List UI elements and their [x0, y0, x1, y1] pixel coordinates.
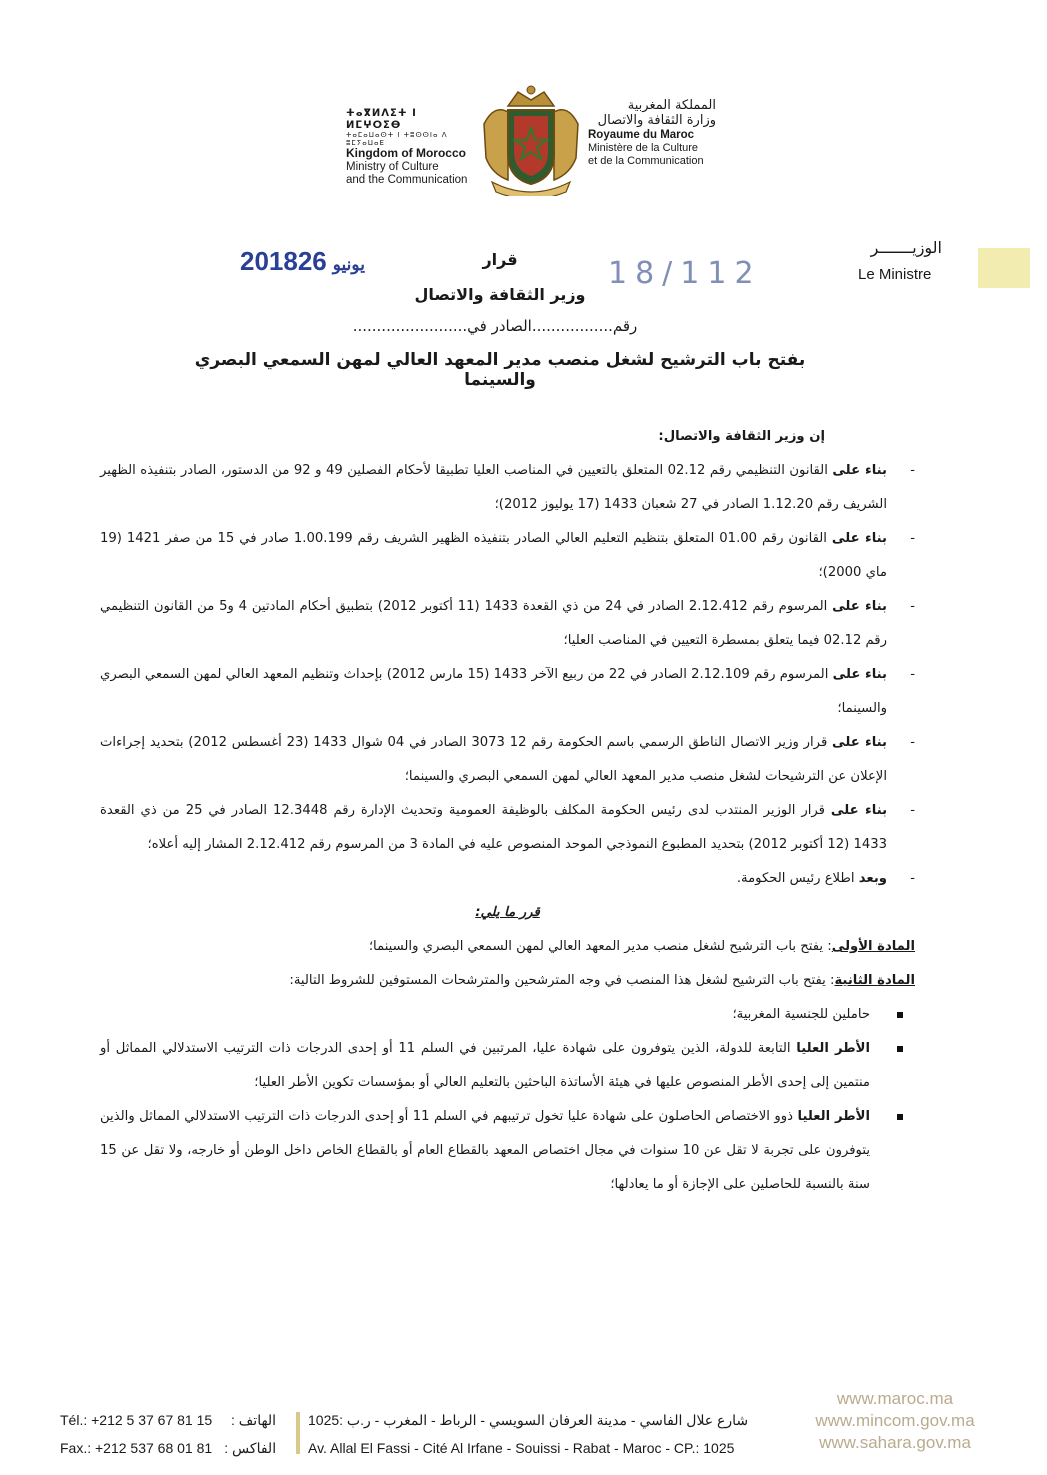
bullet-text: التابعة للدولة، الذين يتوفرون على شهادة عليا، المرتبين في السلم 11 أو إحدى الدرجات ذات الترتيب الاستدلالي المماثل أو منتمين إلى إحدى الأطر المنصوص عليها في هيئة الأساتذة الباحثين بالتعليم العالي أو بمؤسسات تكوين الأطر العليا؛ [100, 1041, 870, 1090]
minister-fr-label: Le Ministre [858, 266, 932, 283]
royal-emblem-icon [478, 84, 584, 196]
item-text: القانون رقم 01.00 المتعلق بتنظيم التعليم العالي الصادر بتنفيذه الظهير الشريف رقم 1.00.199 صادر في 15 من صفر 1421 (19 ماي 2000)؛ [100, 531, 887, 580]
bullet-square-icon [897, 1012, 903, 1018]
considerant-item: - بناء على المرسوم رقم 2.12.109 الصادر في 22 من ربيع الآخر 1433 (15 مارس 2012) بإحداث وتنظيم المعهد العالي لمهن السمعي البصري والسينما؛ [100, 667, 915, 716]
condition-bullet [100, 998, 915, 1032]
article-2-label: المادة الثانية [834, 973, 915, 988]
item-text: اطلاع رئيس الحكومة. [736, 871, 859, 886]
item-text: القانون التنظيمي رقم 02.12 المتعلق بالتعيين في المناصب العليا تطبيقا لأحكام الفصلين 49 و 92 من الدستور، الصادر بتنفيذه الظهير الشريف رقم 1.12.20 الصادر في 27 شعبان 1433 (17 يوليوز 2012)؛ [100, 463, 887, 512]
minister-title: وزير الثقافة والاتصال [414, 285, 586, 304]
footer-websites [795, 1388, 995, 1454]
decision-title: قرار [482, 250, 518, 269]
footer-address [308, 1406, 758, 1462]
bullet-square-icon [897, 1046, 903, 1052]
document-body [100, 420, 915, 1202]
article-2-text: : يفتح باب الترشيح لشغل هذا المنصب في وجه المترشحين والمترشحات المستوفين للشروط التالية: [289, 973, 835, 988]
item-lead: بناء على [832, 463, 887, 478]
header-en-ministry-1: Ministry of Culture [346, 160, 439, 173]
item-text: المرسوم رقم 2.12.109 الصادر في 22 من ربيع الآخر 1433 (15 مارس 2012) بإحداث وتنظيم المعهد العالي لمهن السمعي البصري والسينما؛ [100, 667, 887, 716]
header-en-kingdom: Kingdom of Morocco [346, 146, 466, 161]
article-1-label: المادة الأولى [831, 939, 915, 954]
bullet-text: حاملين للجنسية المغربية؛ [732, 1007, 870, 1022]
header-fr-ministry-1: Ministère de la Culture [588, 142, 699, 155]
item-lead: بناء على [830, 803, 888, 818]
considerant-item: - بناء على القانون التنظيمي رقم 02.12 المتعلق بالتعيين في المناصب العليا تطبيقا لأحكام الفصلين 49 و 92 من الدستور، الصادر بتنفيذه الظهير الشريف رقم 1.12.20 الصادر في 27 شعبان 1433 (17 يوليوز 2012)؛ [100, 463, 915, 512]
minister-ar-label: الوزيـــــــر [870, 238, 942, 257]
footer-web-link[interactable]: www.mincom.gov.ma [815, 1411, 975, 1430]
considerant-item: - بناء على قرار الوزير المنتدب لدى رئيس الحكومة المكلف بالوظيفة العمومية وتحديث الإدارة رقم 12.3448 الصادر في 25 من ذي القعدة 1433 (12 أكتوبر 2012) بتحديد المطبوع النموذجي الموحد المنصوص عليه في المادة 3 من المرسوم رقم 2.12.412 المشار إليه أعلاه؛ [100, 803, 915, 852]
date-stamp-year: 2018 [240, 246, 298, 276]
header-right-block [588, 98, 716, 168]
header-fr-kingdom: Royaume du Maroc [588, 128, 695, 141]
date-stamp [240, 246, 371, 277]
considerant-item: - بناء على القانون رقم 01.00 المتعلق بتنظيم التعليم العالي الصادر بتنفيذه الظهير الشريف رقم 1.00.199 صادر في 15 من صفر 1421 (19 ماي 2000)؛ [100, 531, 915, 580]
article-1-text: : يفتح باب الترشيح لشغل منصب مدير المعهد العالي لمهن السمعي البصري والسينما؛ [368, 939, 832, 954]
item-lead: وبعد [858, 871, 887, 886]
footer-tel-label: الهاتف : [231, 1412, 277, 1428]
item-lead: بناء على [831, 531, 887, 546]
yellow-marker [978, 248, 1030, 288]
item-lead: بناء على [832, 735, 888, 750]
date-stamp-month: يونيو [332, 255, 365, 274]
date-stamp-day: 26 [297, 246, 327, 276]
header-left-block [346, 108, 476, 187]
header-tifinagh-ministry: ⵜⴰⵎⴰⵡⴰⵙⵜ ⵏ ⵜⵓⵙⵙⵏⴰ ⴷ ⵓⵎⵢⴰⵡⴰⴹ [346, 131, 448, 148]
bullet-square-icon [897, 1114, 903, 1120]
footer-web-link[interactable]: www.maroc.ma [836, 1389, 954, 1408]
item-text: المرسوم رقم 2.12.412 الصادر في 24 من ذي القعدة 1433 (11 أكتوبر 2012) بتطبيق أحكام المادتين 4 و5 من القانون التنظيمي رقم 02.12 فيما يتعلق بمسطرة التعيين في المناصب العليا؛ [100, 599, 887, 648]
number-date-line: رقم.................الصادر في........................ [352, 317, 638, 335]
bullet-lead: الأطر العليا [797, 1109, 870, 1124]
body-intro: إن وزير الثقافة والاتصال: [658, 429, 825, 444]
decision-subject: بفتح باب الترشيح لشغل منصب مدير المعهد العالي لمهن السمعي البصري والسينما [194, 350, 806, 390]
article-1 [100, 930, 915, 964]
considerant-item: - وبعد اطلاع رئيس الحكومة. [736, 871, 915, 886]
header-fr-ministry-2: et de la Communication [588, 155, 704, 168]
bullet-lead: الأطر العليا [796, 1041, 870, 1056]
footer-contact [60, 1406, 276, 1462]
header-tifinagh-kingdom: ⵜⴰⴳⵍⴷⵉⵜ ⵏ ⵍⵎⵖⵔⵉⴱ [346, 108, 417, 131]
item-text: قرار الوزير المنتدب لدى رئيس الحكومة المكلف بالوظيفة العمومية وتحديث الإدارة رقم 12.3448 الصادر في 25 من ذي القعدة 1433 (12 أكتوبر 2012) بتحديد المطبوع النموذجي الموحد المنصوص عليه في المادة 3 من المرسوم رقم 2.12.412 المشار إليه أعلاه؛ [100, 803, 887, 852]
condition-bullet [100, 1032, 915, 1100]
bullet-text: ذوو الاختصاص الحاصلون على شهادة عليا تخول ترتيبهم في السلم 11 أو إحدى الدرجات ذات الترتيب الاستدلالي المماثل والذين يتوفرون على تجربة لا تقل عن 10 سنوات في مجال اختصاص المعهد بالقطاع العام أو بالقطاع الخاص داخل الوطن أو خارجه، ولا تقل عن 15 سنة بالنسبة للحاصلين على الإجازة أو ما يعادلها؛ [100, 1109, 870, 1192]
footer-tel: Tél.: +212 5 37 67 81 15 [60, 1412, 213, 1428]
item-lead: بناء على [832, 599, 888, 614]
considerant-item: - بناء على المرسوم رقم 2.12.412 الصادر في 24 من ذي القعدة 1433 (11 أكتوبر 2012) بتطبيق أحكام المادتين 4 و5 من القانون التنظيمي رقم 02.12 فيما يتعلق بمسطرة التعيين في المناصب العليا؛ [100, 599, 915, 648]
item-lead: بناء على [832, 667, 888, 682]
header-ar-kingdom: المملكة المغربية [627, 98, 716, 113]
condition-bullet [100, 1100, 915, 1202]
number-stamp: 18/112 [608, 256, 762, 291]
footer-fax: Fax.: +212 537 68 01 81 [60, 1440, 213, 1456]
decides-heading: قرر ما يلي: [475, 905, 540, 920]
header-ar-ministry: وزارة الثقافة والاتصال [597, 113, 716, 129]
considerant-item: - بناء على قرار وزير الاتصال الناطق الرسمي باسم الحكومة رقم 12 3073 الصادر في 04 شوال 1433 (23 أغسطس 2012) بتحديد إجراءات الإعلان عن الترشيحات لشغل منصب مدير المعهد العالي لمهن السمعي البصري والسينما؛ [100, 735, 915, 784]
footer-separator [296, 1412, 300, 1454]
item-text: قرار وزير الاتصال الناطق الرسمي باسم الحكومة رقم 12 3073 الصادر في 04 شوال 1433 (23 أغسطس 2012) بتحديد إجراءات الإعلان عن الترشيحات لشغل منصب مدير المعهد العالي لمهن السمعي البصري والسينما؛ [100, 735, 887, 784]
footer-address-ar: شارع علال الفاسي - مدينة العرفان السويسي - الرباط - المغرب - ر.ب :1025 [308, 1412, 749, 1428]
footer-web-link[interactable]: www.sahara.gov.ma [819, 1433, 971, 1452]
header-en-ministry-2: and the Communication [346, 174, 468, 187]
footer-fax-label: الفاكس : [224, 1440, 277, 1456]
footer-address-fr: Av. Allal El Fassi - Cité Al Irfane - Souissi - Rabat - Maroc - CP.: 1025 [308, 1440, 735, 1456]
article-2 [100, 964, 915, 998]
